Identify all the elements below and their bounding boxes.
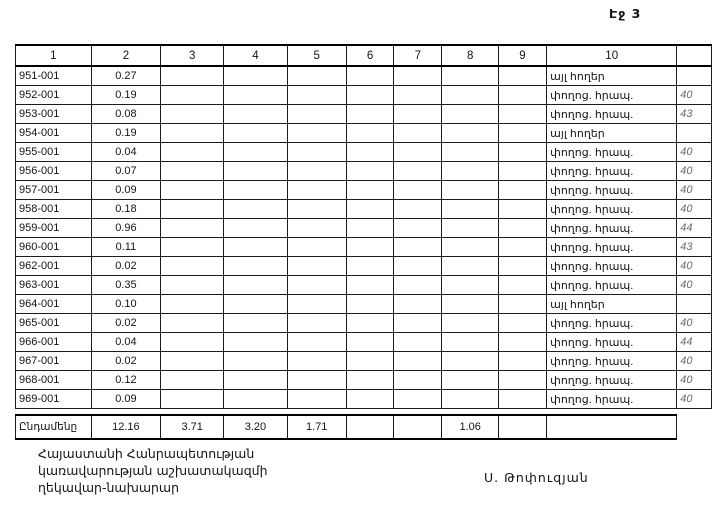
area-value-cell: 0.11 — [91, 238, 160, 257]
empty-cell — [224, 124, 287, 143]
empty-cell — [498, 86, 546, 105]
empty-cell — [442, 162, 498, 181]
empty-cell — [161, 352, 224, 371]
empty-cell — [161, 219, 224, 238]
empty-cell — [161, 371, 224, 390]
land-register-table — [15, 44, 712, 440]
empty-cell — [498, 105, 546, 124]
empty-cell — [224, 181, 287, 200]
totals-value-cell: 3.20 — [224, 415, 287, 439]
empty-cell — [442, 200, 498, 219]
empty-cell — [394, 295, 442, 314]
empty-cell — [346, 66, 393, 86]
empty-cell — [498, 66, 546, 86]
empty-cell — [442, 66, 498, 86]
empty-cell — [498, 352, 546, 371]
empty-cell — [394, 143, 442, 162]
empty-cell — [442, 295, 498, 314]
category-cell: փողոց. հրապ. — [547, 86, 677, 105]
area-value-cell: 0.02 — [91, 314, 160, 333]
margin-note — [677, 124, 712, 143]
table-row — [16, 105, 712, 124]
category-cell: այլ հողեր — [547, 124, 677, 143]
empty-cell — [394, 162, 442, 181]
empty-cell — [161, 143, 224, 162]
area-value-cell: 0.04 — [91, 333, 160, 352]
empty-cell — [224, 314, 287, 333]
empty-cell — [346, 333, 393, 352]
empty-cell — [346, 238, 393, 257]
empty-cell — [161, 314, 224, 333]
empty-cell — [394, 276, 442, 295]
margin-note: 40 — [677, 200, 712, 219]
parcel-id-cell: 964-001 — [16, 295, 92, 314]
issuer-line-2: կառավարության աշխատակազմի — [38, 463, 268, 478]
parcel-id-cell: 968-001 — [16, 371, 92, 390]
margin-note: 44 — [677, 333, 712, 352]
category-cell: այլ հողեր — [547, 66, 677, 86]
empty-cell — [346, 219, 393, 238]
margin-note: 40 — [677, 162, 712, 181]
issuer-line-3: ղեկավար-նախարար — [38, 480, 180, 495]
category-cell: փողոց. հրապ. — [547, 390, 677, 409]
totals-value-cell: 1.71 — [287, 415, 346, 439]
totals-value-cell: 1.06 — [442, 415, 498, 439]
margin-note — [677, 295, 712, 314]
header-row — [16, 45, 712, 66]
column-header: 6 — [346, 45, 393, 66]
empty-cell — [394, 66, 442, 86]
column-header: 1 — [16, 45, 92, 66]
empty-cell — [442, 86, 498, 105]
margin-note: 40 — [677, 314, 712, 333]
empty-cell — [224, 105, 287, 124]
empty-cell — [224, 143, 287, 162]
parcel-id-cell: 960-001 — [16, 238, 92, 257]
margin-note: 40 — [677, 143, 712, 162]
empty-cell — [287, 276, 346, 295]
empty-cell — [161, 276, 224, 295]
empty-cell — [161, 257, 224, 276]
empty-cell — [498, 333, 546, 352]
empty-cell — [394, 314, 442, 333]
empty-cell — [224, 390, 287, 409]
empty-cell — [161, 181, 224, 200]
parcel-id-cell: 966-001 — [16, 333, 92, 352]
table-row — [16, 124, 712, 143]
empty-cell — [224, 66, 287, 86]
empty-cell — [498, 257, 546, 276]
area-value-cell: 0.07 — [91, 162, 160, 181]
table-row — [16, 200, 712, 219]
empty-cell — [346, 390, 393, 409]
parcel-id-cell: 956-001 — [16, 162, 92, 181]
area-value-cell: 0.27 — [91, 66, 160, 86]
category-cell: փողոց. հրապ. — [547, 200, 677, 219]
column-header: 4 — [224, 45, 287, 66]
empty-cell — [224, 371, 287, 390]
totals-value-cell — [498, 415, 546, 439]
parcel-id-cell: 959-001 — [16, 219, 92, 238]
empty-cell — [394, 105, 442, 124]
empty-cell — [161, 390, 224, 409]
empty-cell — [394, 352, 442, 371]
parcel-id-cell: 951-001 — [16, 66, 92, 86]
empty-cell — [224, 257, 287, 276]
empty-cell — [287, 181, 346, 200]
empty-cell — [498, 124, 546, 143]
margin-note — [677, 66, 712, 86]
empty-cell — [442, 143, 498, 162]
area-value-cell: 0.12 — [91, 371, 160, 390]
empty-cell — [442, 124, 498, 143]
empty-cell — [161, 162, 224, 181]
margin-note: 40 — [677, 371, 712, 390]
empty-cell — [224, 86, 287, 105]
empty-cell — [161, 105, 224, 124]
area-value-cell: 0.02 — [91, 352, 160, 371]
table-row — [16, 371, 712, 390]
margin-note: 40 — [677, 276, 712, 295]
empty-cell — [442, 105, 498, 124]
empty-cell — [498, 219, 546, 238]
category-cell: փողոց. հրապ. — [547, 143, 677, 162]
column-header: 5 — [287, 45, 346, 66]
margin-note: 40 — [677, 181, 712, 200]
empty-cell — [442, 257, 498, 276]
empty-cell — [287, 371, 346, 390]
empty-cell — [498, 162, 546, 181]
empty-cell — [346, 314, 393, 333]
empty-cell — [442, 371, 498, 390]
area-value-cell: 0.10 — [91, 295, 160, 314]
empty-cell — [346, 86, 393, 105]
column-header: 2 — [91, 45, 160, 66]
category-cell: փողոց. հրապ. — [547, 105, 677, 124]
empty-cell — [394, 238, 442, 257]
empty-cell — [287, 238, 346, 257]
empty-cell — [346, 371, 393, 390]
empty-cell — [442, 181, 498, 200]
empty-cell — [287, 352, 346, 371]
empty-cell — [394, 333, 442, 352]
column-header: 9 — [498, 45, 546, 66]
margin-note: 43 — [677, 238, 712, 257]
empty-cell — [346, 257, 393, 276]
empty-cell — [287, 295, 346, 314]
category-cell: փողոց. հրապ. — [547, 371, 677, 390]
empty-cell — [394, 124, 442, 143]
table-body — [16, 45, 712, 439]
parcel-id-cell: 967-001 — [16, 352, 92, 371]
empty-cell — [442, 276, 498, 295]
parcel-id-cell: 955-001 — [16, 143, 92, 162]
table-row — [16, 276, 712, 295]
empty-cell — [394, 86, 442, 105]
column-header: 10 — [547, 45, 677, 66]
empty-cell — [498, 314, 546, 333]
area-value-cell: 0.19 — [91, 86, 160, 105]
empty-cell — [498, 371, 546, 390]
empty-cell — [442, 219, 498, 238]
table-row — [16, 333, 712, 352]
parcel-id-cell: 962-001 — [16, 257, 92, 276]
empty-cell — [394, 200, 442, 219]
empty-cell — [346, 105, 393, 124]
empty-cell — [287, 219, 346, 238]
page-number-label: Էջ 3 — [609, 6, 642, 21]
table-row — [16, 66, 712, 86]
totals-value-cell — [394, 415, 442, 439]
empty-cell — [442, 238, 498, 257]
area-value-cell: 0.08 — [91, 105, 160, 124]
empty-cell — [442, 390, 498, 409]
empty-cell — [287, 86, 346, 105]
table-row — [16, 295, 712, 314]
empty-cell — [346, 124, 393, 143]
empty-cell — [394, 371, 442, 390]
empty-cell — [498, 295, 546, 314]
empty-cell — [161, 124, 224, 143]
empty-cell — [161, 238, 224, 257]
empty-cell — [161, 200, 224, 219]
totals-value-cell — [346, 415, 393, 439]
category-cell: փողոց. հրապ. — [547, 257, 677, 276]
empty-cell — [498, 143, 546, 162]
totals-label-cell: Ընդամենը — [16, 415, 92, 439]
category-cell: փողոց. հրապ. — [547, 181, 677, 200]
empty-cell — [287, 124, 346, 143]
totals-value-cell: 3.71 — [161, 415, 224, 439]
margin-spacer — [677, 415, 712, 439]
empty-cell — [161, 66, 224, 86]
category-cell: փողոց. հրապ. — [547, 333, 677, 352]
totals-value-cell: 12.16 — [91, 415, 160, 439]
empty-cell — [346, 143, 393, 162]
parcel-id-cell: 963-001 — [16, 276, 92, 295]
table-row — [16, 219, 712, 238]
category-cell: փողոց. հրապ. — [547, 162, 677, 181]
empty-cell — [224, 295, 287, 314]
empty-cell — [346, 181, 393, 200]
margin-note: 43 — [677, 105, 712, 124]
parcel-id-cell: 953-001 — [16, 105, 92, 124]
area-value-cell: 0.02 — [91, 257, 160, 276]
empty-cell — [287, 200, 346, 219]
category-cell: այլ հողեր — [547, 295, 677, 314]
margin-note: 44 — [677, 219, 712, 238]
issuer-line-1: Հայաստանի Հանրապետության — [38, 446, 255, 461]
empty-cell — [498, 390, 546, 409]
parcel-id-cell: 965-001 — [16, 314, 92, 333]
column-header: 8 — [442, 45, 498, 66]
empty-cell — [224, 352, 287, 371]
empty-cell — [287, 143, 346, 162]
parcel-id-cell: 954-001 — [16, 124, 92, 143]
empty-cell — [442, 352, 498, 371]
issuer-title-block — [38, 445, 268, 496]
margin-spacer — [677, 45, 712, 66]
signatory-name: Ս. Թոփուզյան — [484, 470, 589, 485]
area-value-cell: 0.96 — [91, 219, 160, 238]
empty-cell — [287, 257, 346, 276]
category-cell: փողոց. հրապ. — [547, 238, 677, 257]
empty-cell — [161, 333, 224, 352]
empty-cell — [442, 314, 498, 333]
empty-cell — [498, 200, 546, 219]
empty-cell — [394, 390, 442, 409]
margin-note: 40 — [677, 86, 712, 105]
parcel-id-cell: 957-001 — [16, 181, 92, 200]
empty-cell — [346, 352, 393, 371]
area-value-cell: 0.18 — [91, 200, 160, 219]
empty-cell — [498, 181, 546, 200]
margin-note: 40 — [677, 390, 712, 409]
empty-cell — [287, 314, 346, 333]
empty-cell — [394, 257, 442, 276]
empty-cell — [498, 276, 546, 295]
parcel-id-cell: 969-001 — [16, 390, 92, 409]
empty-cell — [161, 295, 224, 314]
column-header: 7 — [394, 45, 442, 66]
area-value-cell: 0.35 — [91, 276, 160, 295]
table-row — [16, 257, 712, 276]
empty-cell — [224, 333, 287, 352]
empty-cell — [287, 390, 346, 409]
empty-cell — [394, 181, 442, 200]
empty-cell — [287, 105, 346, 124]
empty-cell — [224, 162, 287, 181]
category-cell: փողոց. հրապ. — [547, 314, 677, 333]
totals-value-cell — [547, 415, 677, 439]
table-row — [16, 390, 712, 409]
area-value-cell: 0.09 — [91, 181, 160, 200]
parcel-id-cell: 958-001 — [16, 200, 92, 219]
column-header: 3 — [161, 45, 224, 66]
margin-note: 40 — [677, 257, 712, 276]
area-value-cell: 0.09 — [91, 390, 160, 409]
empty-cell — [224, 219, 287, 238]
empty-cell — [498, 238, 546, 257]
empty-cell — [346, 295, 393, 314]
category-cell: փողոց. հրապ. — [547, 219, 677, 238]
empty-cell — [346, 162, 393, 181]
table-row — [16, 352, 712, 371]
area-value-cell: 0.19 — [91, 124, 160, 143]
empty-cell — [224, 238, 287, 257]
totals-row — [16, 415, 712, 439]
empty-cell — [224, 200, 287, 219]
area-value-cell: 0.04 — [91, 143, 160, 162]
table-row — [16, 314, 712, 333]
table-row — [16, 181, 712, 200]
table-row — [16, 86, 712, 105]
empty-cell — [161, 86, 224, 105]
empty-cell — [224, 276, 287, 295]
table-row — [16, 162, 712, 181]
category-cell: փողոց. հրապ. — [547, 276, 677, 295]
empty-cell — [346, 200, 393, 219]
parcel-id-cell: 952-001 — [16, 86, 92, 105]
table-row — [16, 143, 712, 162]
table-row — [16, 238, 712, 257]
empty-cell — [287, 333, 346, 352]
empty-cell — [287, 66, 346, 86]
category-cell: փողոց. հրապ. — [547, 352, 677, 371]
empty-cell — [346, 276, 393, 295]
margin-note: 40 — [677, 352, 712, 371]
empty-cell — [442, 333, 498, 352]
empty-cell — [394, 219, 442, 238]
empty-cell — [287, 162, 346, 181]
